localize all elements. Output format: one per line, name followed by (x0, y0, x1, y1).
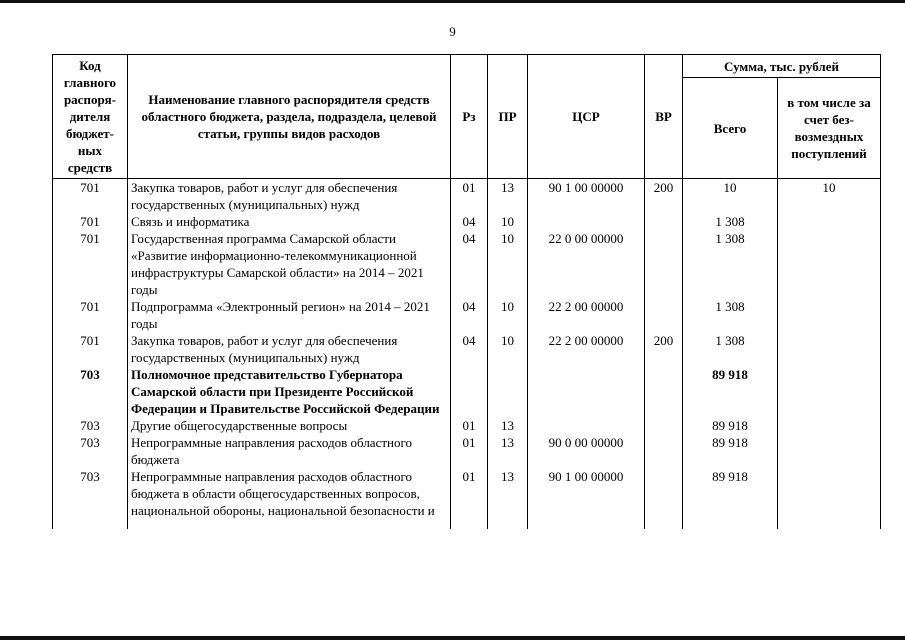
cell-name: Закупка товаров, работ и услуг для обеспечения государственных (муниципальных) нужд (128, 332, 451, 366)
header-total: Всего (683, 78, 778, 179)
cell-code: 701 (53, 332, 128, 366)
cell-csr: 90 1 00 00000 (528, 468, 645, 519)
cell-vr: 200 (645, 332, 683, 366)
cell-empty (53, 519, 128, 529)
table-row (53, 366, 881, 417)
table-row (53, 298, 881, 332)
cell-rz: 04 (451, 213, 488, 230)
cell-csr (528, 366, 645, 417)
table-row (53, 213, 881, 230)
cell-vr (645, 434, 683, 468)
cell-incl (778, 417, 881, 434)
cell-total: 1 308 (683, 230, 778, 298)
header-sum-group: Сумма, тыс. рублей (683, 55, 881, 78)
cell-empty (128, 519, 451, 529)
cell-empty (778, 519, 881, 529)
cell-rz: 01 (451, 179, 488, 214)
cell-incl (778, 332, 881, 366)
cell-total: 10 (683, 179, 778, 214)
cell-code: 701 (53, 298, 128, 332)
page-edge-top (0, 0, 905, 3)
cell-rz: 04 (451, 298, 488, 332)
cell-code: 703 (53, 434, 128, 468)
cell-pr: 10 (488, 213, 528, 230)
cell-csr: 90 0 00 00000 (528, 434, 645, 468)
header-name: Наименование главного распорядителя средств областного бюджета, раздела, подраздела, целевой статьи, группы видов расходов (128, 55, 451, 179)
cell-code: 703 (53, 417, 128, 434)
cell-csr: 22 2 00 00000 (528, 332, 645, 366)
cell-vr (645, 417, 683, 434)
table-row (53, 468, 881, 519)
cell-vr (645, 366, 683, 417)
table-row (53, 230, 881, 298)
cell-pr: 13 (488, 434, 528, 468)
cell-empty (645, 519, 683, 529)
cell-pr: 10 (488, 230, 528, 298)
cell-empty (451, 519, 488, 529)
cell-pr: 13 (488, 417, 528, 434)
cell-pr (488, 366, 528, 417)
cell-empty (683, 519, 778, 529)
cell-empty (528, 519, 645, 529)
cell-vr (645, 468, 683, 519)
cell-incl (778, 298, 881, 332)
cell-name: Подпрограмма «Электронный регион» на 2014 – 2021 годы (128, 298, 451, 332)
cell-total: 1 308 (683, 213, 778, 230)
table-row (53, 434, 881, 468)
cell-name: Непрограммные направления расходов областного бюджета (128, 434, 451, 468)
cell-pr: 13 (488, 179, 528, 214)
cell-incl (778, 468, 881, 519)
cell-name: Связь и информатика (128, 213, 451, 230)
cell-code: 703 (53, 468, 128, 519)
cell-code: 703 (53, 366, 128, 417)
cell-rz (451, 366, 488, 417)
cell-csr (528, 213, 645, 230)
cell-rz: 01 (451, 468, 488, 519)
cell-name: Другие общегосударственные вопросы (128, 417, 451, 434)
header-csr: ЦСР (528, 55, 645, 179)
cell-total: 1 308 (683, 298, 778, 332)
header-rz: Рз (451, 55, 488, 179)
cell-vr (645, 213, 683, 230)
header-vr: ВР (645, 55, 683, 179)
page-edge-bottom (0, 636, 905, 640)
budget-table (52, 54, 881, 529)
cell-code: 701 (53, 230, 128, 298)
cell-total: 89 918 (683, 468, 778, 519)
cell-csr (528, 417, 645, 434)
cell-pr: 10 (488, 298, 528, 332)
cell-code: 701 (53, 179, 128, 214)
header-incl: в том числе за счет без-возмездных поступлений (778, 78, 881, 179)
cell-total: 89 918 (683, 417, 778, 434)
cell-name: Закупка товаров, работ и услуг для обеспечения государственных (муниципальных) нужд (128, 179, 451, 214)
cell-csr: 22 0 00 00000 (528, 230, 645, 298)
table-row (53, 417, 881, 434)
cell-incl (778, 366, 881, 417)
cell-rz: 04 (451, 332, 488, 366)
cell-incl (778, 434, 881, 468)
cell-vr (645, 298, 683, 332)
cell-incl: 10 (778, 179, 881, 214)
cell-incl (778, 213, 881, 230)
table-header (53, 55, 881, 179)
cell-rz: 01 (451, 434, 488, 468)
cell-total: 89 918 (683, 434, 778, 468)
cell-name: Государственная программа Самарской области «Развитие информационно-телекоммуникационной инфраструктуры Самарской области» на 2014 – 2021 годы (128, 230, 451, 298)
cell-name: Непрограммные направления расходов областного бюджета в области общегосударственных вопросов, национальной обороны, национальной безопасности и (128, 468, 451, 519)
cell-rz: 04 (451, 230, 488, 298)
cell-total: 89 918 (683, 366, 778, 417)
table-body (53, 179, 881, 530)
cell-vr (645, 230, 683, 298)
cell-name: Полномочное представительство Губернатора Самарской области при Президенте Российской Федерации и Правительстве Российской Федерации (128, 366, 451, 417)
cell-csr: 22 2 00 00000 (528, 298, 645, 332)
cell-total: 1 308 (683, 332, 778, 366)
cell-empty (488, 519, 528, 529)
cell-code: 701 (53, 213, 128, 230)
page-number: 9 (449, 24, 456, 39)
cell-pr: 10 (488, 332, 528, 366)
cell-csr: 90 1 00 00000 (528, 179, 645, 214)
cell-incl (778, 230, 881, 298)
table-row-continuation (53, 519, 881, 529)
header-pr: ПР (488, 55, 528, 179)
cell-vr: 200 (645, 179, 683, 214)
cell-rz: 01 (451, 417, 488, 434)
cell-pr: 13 (488, 468, 528, 519)
table-row (53, 332, 881, 366)
header-code: Код главного распоря-дителя бюджет-ных средств (53, 55, 128, 179)
table-row (53, 179, 881, 214)
